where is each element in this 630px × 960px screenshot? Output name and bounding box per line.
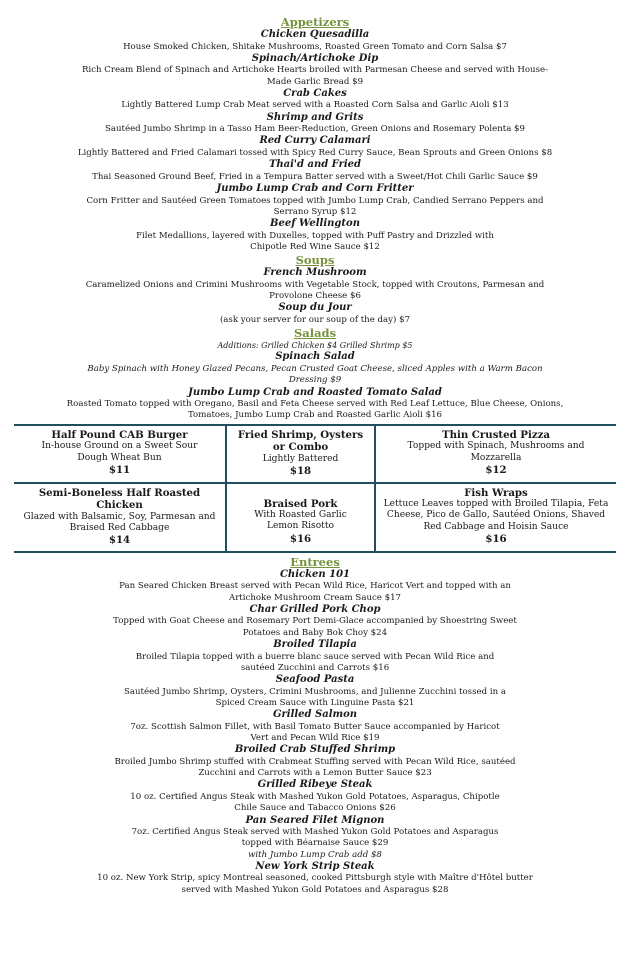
grid-cell-title: Fish Wraps (464, 486, 528, 499)
item-name: Broiled Crab Stuffed Shrimp (234, 744, 396, 756)
menu-item (0, 112, 630, 136)
section-heading-entrees: Entrees (290, 554, 340, 569)
grid-cell-description: In-house Ground on a Sweet Sour Dough Wheat Bun (41, 441, 198, 463)
grid-cell-description: Glazed with Balsamic, Soy, Parmesan and Braised Red Cabbage (23, 511, 216, 533)
grid-cell-price: $16 (289, 532, 312, 545)
grid-cell-price: $16 (485, 533, 507, 546)
item-name: Grilled Salmon (272, 709, 358, 721)
item-name: New York Strip Steak (255, 860, 375, 872)
grid-cell (376, 484, 616, 551)
grid-cell-title: Braised Pork (263, 497, 338, 510)
item-name: Broiled Tilapia (273, 639, 357, 651)
item-description: Lightly Battered and Fried Calamari tossed with Spicy Red Curry Sauce, Bean Sprouts and Green Onions $8 (77, 147, 553, 158)
section-heading-appetizers: Appetizers (280, 15, 350, 29)
grid-cell-price: $11 (108, 463, 131, 476)
menu-item (0, 218, 630, 253)
item-name: Jumbo Lump Crab and Corn Fritter (216, 183, 414, 195)
grid-cell-price: $14 (108, 534, 131, 547)
salad-additions: Additions: Grilled Chicken $4 Grilled Shrimp $5 (217, 341, 413, 351)
grid-cell (376, 426, 616, 484)
item-description: Corn Fritter and Sautéed Green Tomatoes topped with Jumbo Lump Crab, Candied Serrano Peppers and Serrano Syrup $12 (86, 195, 544, 217)
menu-item (0, 744, 630, 779)
item-addon: with Jumbo Lump Crab add $8 (248, 849, 382, 860)
menu-item (0, 779, 630, 814)
grid-cell-description: Lightly Battered (262, 453, 339, 464)
menu-item (0, 674, 630, 709)
item-name: Pan Seared Filet Mignon (245, 814, 385, 826)
item-description: Broiled Jumbo Shrimp stuffed with Crabmeat Stuffing served with Pecan Wild Rice, sautéed Zucchini and Carrots with a Lemon Butter Sauce $23 (114, 756, 516, 779)
grid-cell (14, 484, 225, 551)
item-description: Pan Seared Chicken Breast served with Pecan Wild Rice, Haricot Vert and topped with an Artichoke Mushroom Cream Sauce $17 (119, 581, 511, 603)
item-name: Jumbo Lump Crab and Roasted Tomato Salad (188, 386, 442, 398)
item-name: French Mushroom (263, 267, 367, 279)
grid-cell-title: Semi-Boneless Half Roasted Chicken (38, 486, 201, 512)
grid-cell (225, 426, 376, 484)
grid-cell-description: With Roasted Garlic Lemon Risotto (254, 510, 347, 532)
item-name: Seafood Pasta (275, 674, 355, 686)
menu-item (0, 302, 630, 326)
menu-item (0, 569, 630, 604)
section-heading-soups: Soups (295, 253, 335, 268)
menu-item (0, 159, 630, 183)
item-name: Shrimp and Grits (266, 111, 364, 123)
item-description: Roasted Tomato topped with Oregano, Basil and Feta Cheese served with Red Leaf Lettuce, Blue Cheese, Onions, Tomatoes, Jumbo Lump Crab and Roasted Garlic Aioli $16 (66, 399, 564, 421)
item-description: 10 oz. Certified Angus Steak with Mashed Yukon Gold Potatoes, Asparagus, Chipotle Chile Sauce and Tabacco Onions $26 (130, 791, 500, 814)
grid-cell-title: Thin Crusted Pizza (442, 428, 550, 441)
menu-item (0, 135, 630, 159)
item-name: Soup du Jour (278, 302, 352, 314)
grid-cell (14, 426, 225, 484)
featured-grid (14, 424, 616, 553)
item-description: Caramelized Onions and Crimini Mushrooms with Vegetable Stock, topped with Croutons, Parmesan and Provolone Cheese $6 (85, 279, 545, 302)
grid-cell-description: Lettuce Leaves topped with Broiled Tilapia, Feta Cheese, Pico de Gallo, Sautéed Onions, Shaved Red Cabbage and Hoisin Sauce (383, 499, 609, 532)
item-description: (ask your server for our soup of the day) $7 (219, 314, 411, 325)
item-description: 7oz. Certified Angus Steak served with Mashed Yukon Gold Potatoes and Asparagus topped with Béarnaise Sauce $29 (131, 827, 499, 849)
menu-item (0, 183, 630, 218)
menu-item (0, 387, 630, 422)
item-description: Lightly Battered Lump Crab Meat served with a Roasted Corn Salsa and Garlic Aioli $13 (121, 100, 509, 111)
item-description: Topped with Goat Cheese and Rosemary Port Demi-Glace accompanied by Shoestring Sweet Potatoes and Baby Bok Choy $24 (113, 616, 517, 638)
item-description: Thai Seasoned Ground Beef, Fried in a Tempura Batter served with a Sweet/Hot Chili Garlic Sauce $9 (92, 171, 538, 182)
item-description: Sautéed Jumbo Shrimp, Oysters, Crimini Mushrooms, and Julienne Zucchini tossed in a Spiced Cream Sauce with Linguine Pasta $21 (124, 686, 506, 708)
menu-item (0, 709, 630, 744)
item-name: Thai'd and Fried (268, 159, 362, 171)
menu-item (0, 861, 630, 896)
item-name: Beef Wellington (270, 218, 360, 230)
item-name: Grilled Ribeye Steak (257, 779, 373, 791)
item-name: Spinach Salad (275, 351, 355, 363)
item-description: Filet Medallions, layered with Duxelles, topped with Puff Pastry and Drizzled with Chipotle Red Wine Sauce $12 (136, 230, 494, 252)
item-description: House Smoked Chicken, Shitake Mushrooms, Roasted Green Tomato and Corn Salsa $7 (123, 41, 507, 52)
item-description: Broiled Tilapia topped with a buerre blanc sauce served with Pecan Wild Rice and sautéed Zucchini and Carrots $16 (135, 651, 495, 673)
item-description: Rich Cream Blend of Spinach and Artichoke Hearts broiled with Parmesan Cheese and served with House-Made Garlic Bread $9 (81, 65, 548, 87)
item-description: 7oz. Scottish Salmon Fillet, with Basil Tomato Butter Sauce accompanied by Haricot Vert and Pecan Wild Rice $19 (130, 721, 500, 744)
grid-cell-title: Fried Shrimp, Oysters or Combo (237, 428, 364, 454)
menu-item (0, 351, 630, 386)
item-description: Sautéed Jumbo Shrimp in a Tasso Ham Beer-Reduction, Green Onions and Rosemary Polenta $9 (105, 124, 525, 135)
menu-item (0, 88, 630, 112)
grid-cell-description: Topped with Spinach, Mushrooms and Mozzarella (407, 441, 585, 463)
item-name: Crab Cakes (283, 87, 347, 99)
menu-item (0, 639, 630, 674)
menu-item (0, 267, 630, 302)
menu-item (0, 29, 630, 53)
grid-cell (225, 484, 376, 551)
item-description: 10 oz. New York Strip, spicy Montreal seasoned, cooked Pittsburgh style with Maître d'Hôtel butter served with Mashed Yukon Gold Potatoes and Asparagus $28 (97, 873, 533, 895)
item-name: Chicken Quesadilla (260, 29, 370, 40)
menu-item (0, 815, 630, 861)
item-name: Chicken 101 (279, 568, 351, 580)
item-name: Char Grilled Pork Chop (249, 603, 381, 615)
menu-item (0, 604, 630, 639)
grid-cell-price: $12 (485, 463, 507, 476)
section-heading-salads: Salads (293, 326, 337, 341)
item-name: Red Curry Calamari (259, 135, 371, 147)
menu-item (0, 53, 630, 88)
grid-cell-price: $18 (289, 465, 312, 478)
grid-cell-title: Half Pound CAB Burger (51, 428, 188, 441)
item-name: Spinach/Artichoke Dip (251, 52, 379, 64)
item-description: Baby Spinach with Honey Glazed Pecans, Pecan Crusted Goat Cheese, sliced Apples with a Warm Bacon Dressing $9 (87, 363, 543, 386)
